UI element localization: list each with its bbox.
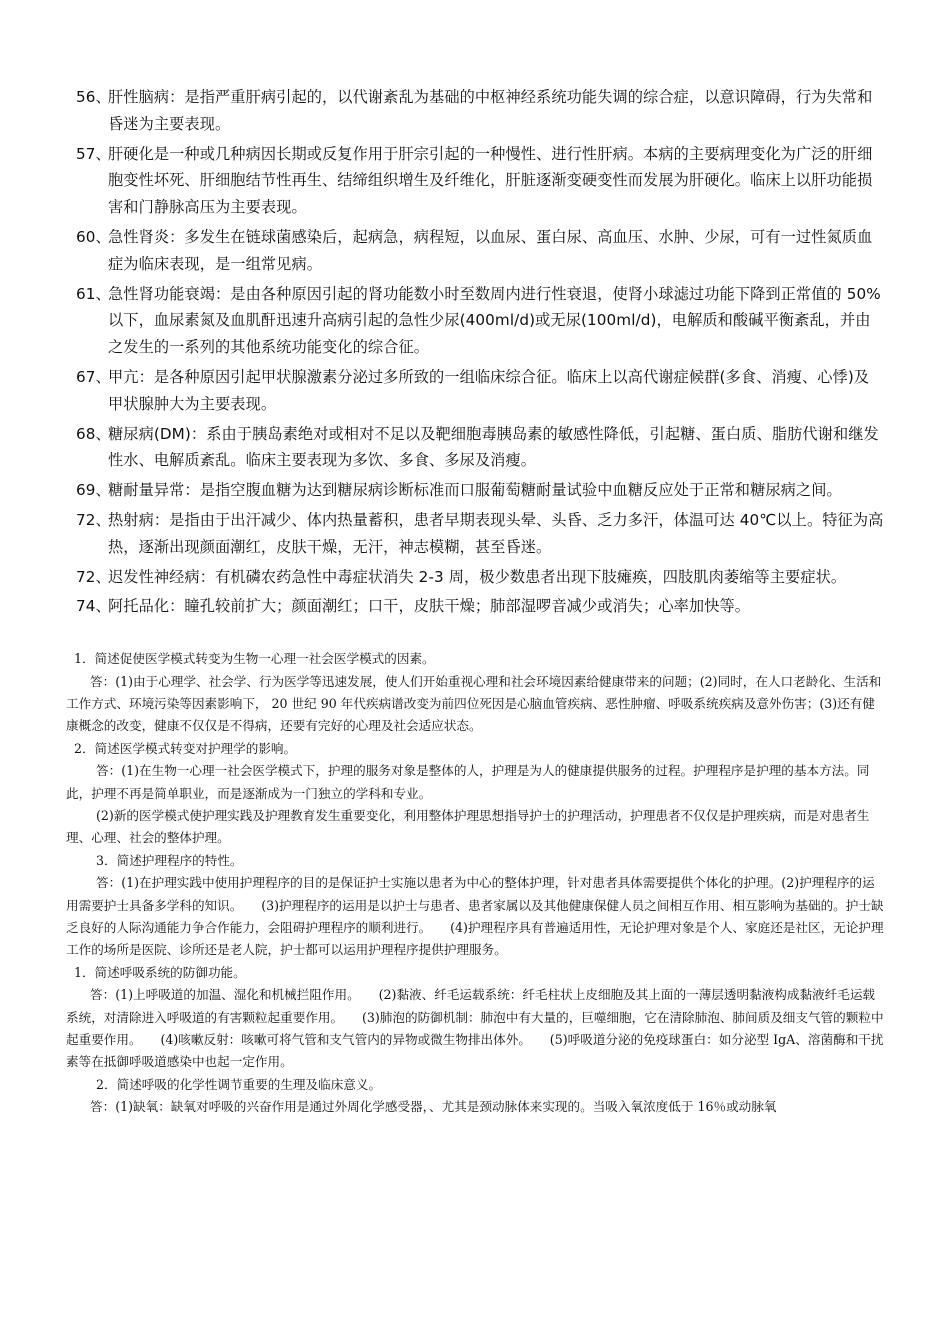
- term-text: 糖尿病(DM)：系由于胰岛素绝对或相对不足以及靶细胞毒胰岛素的敏感性降低，引起糖、蛋白质、脂肪代谢和继发性水、电解质紊乱。临床主要表现为多饮、多食、多尿及消瘦。: [108, 424, 879, 470]
- answer-1: 答：(1)由于心理学、社会学、行为医学等迅速发展，使人们开始重视心理和社会环境因素给健康带来的问题；(2)同时，在人口老龄化、生活和工作方式、环境污染等因素影响下， 20 世纪 90 年代疾病谱改变为前四位死因是心脑血管疾病、恶性肿瘤、呼吸系统疾病及意外伤害；(3)还有健康概念的改变，健康不仅仅是不得病，还要有完好的心理及社会适应状态。: [66, 673, 882, 734]
- term-text: 肝性脑病：是指严重肝病引起的，以代谢紊乱为基础的中枢神经系统功能失调的综合症，以意识障碍，行为失常和昏迷为主要表现。: [108, 88, 873, 133]
- term-74: [66, 593, 884, 620]
- term-number: 57、: [76, 144, 111, 163]
- question-1: 1．简述促使医学模式转变为生物一心理一社会医学模式的因素。: [74, 651, 435, 667]
- term-text: 急性肾炎：多发生在链球菌感染后，起病急，病程短，以血尿、蛋白尿、高血压、水肿、少尿，可有一过性氮质血症为临床表现，是一组常见病。: [108, 227, 873, 273]
- term-text: 阿托品化：瞳孔较前扩大；颜面潮红；口干，皮肤干燥；肺部湿啰音减少或消失；心率加快等。: [108, 597, 751, 616]
- term-text: 迟发性神经病：有机磷农药急性中毒症状消失 2-3 周，极少数患者出现下肢瘫痪，四肢肌肉萎缩等主要症状。: [108, 567, 847, 586]
- term-text: 甲亢：是各种原因引起甲状腺激素分泌过多所致的一组临床综合征。临床上以高代谢症候群(多食、消瘦、心悸)及甲状腺肿大为主要表现。: [108, 367, 870, 413]
- term-68: [66, 421, 884, 475]
- question-4: 1．简述呼吸系统的防御功能。: [74, 964, 246, 980]
- term-number: 72、: [76, 510, 111, 529]
- term-67: [66, 364, 884, 418]
- term-56: [66, 84, 884, 138]
- term-60: [66, 224, 884, 278]
- answer-5: 答：(1)缺氧：缺氧对呼吸的兴奋作用是通过外周化学感受器，、尤其是颈动脉体来实现的。当吸入氧浓度低于 16％或动脉氧: [90, 1099, 777, 1115]
- term-text: 热射病：是指由于出汗减少、体内热量蓄积，患者早期表现头晕、头昏、乏力多汗，体温可达 40℃以上。特征为高热，逐渐出现颜面潮红，皮肤干燥，无汗，神志模糊，甚至昏迷。: [108, 510, 884, 556]
- question-3: 3．简述护理程序的特性。: [96, 852, 243, 868]
- term-69: [66, 477, 884, 504]
- term-number: 74、: [76, 597, 111, 616]
- term-72b: [66, 564, 884, 591]
- term-number: 68、: [76, 424, 111, 443]
- term-text: 糖耐量异常：是指空腹血糖为达到糖尿病诊断标准而口服葡萄糖耐量试验中血糖反应处于正常和糖尿病之间。: [108, 481, 842, 500]
- answer-4: 答：(1)上呼吸道的加温、湿化和机械拦阻作用。 (2)黏液、纤毛运载系统：纤毛柱状上皮细胞及其上面的一薄层透明黏液构成黏液纤毛运载系统，对清除进入呼吸道的有害颗粒起重要作用。 (3)肺泡的防御机制：肺泡中有大量的，巨噬细胞，它在清除肺泡、肺间质及细支气管的颗粒中起重要作用。 (4)咳嗽反射：咳嗽可将气管和支气管内的异物或微生物排出体外。 (5)呼吸道分泌的免疫球蛋白：如分泌型 IgA、溶菌酶和干扰素等在抵御呼吸道感染中也起一定作用。: [66, 987, 884, 1070]
- answer-2-part-2: (2)新的医学模式使护理实践及护理教育发生重要变化，利用整体护理思想指导护士的护理活动，护理患者不仅仅是护理疾病，而是对患者生理、心理、社会的整体护理。: [66, 807, 870, 846]
- answer-2-part-1: 答：(1)在生物一心理一社会医学模式下，护理的服务对象是整体的人，护理是为人的健康提供服务的过程。护理程序是护理的基本方法。同此，护理不再是简单职业，而是逐渐成为一门独立的学科和专业。: [66, 763, 870, 801]
- term-text: 急性肾功能衰竭：是由各种原因引起的肾功能数小时至数周内进行性衰退，使肾小球滤过功能下降到正常值的 50%以下，血尿素氮及血肌酐迅速升高病引起的急性少尿(400ml/d)或无尿(100ml/d)，电解质和酸碱平衡紊乱，并由之发生的一系列的其他系统功能变化的综合征。: [108, 284, 881, 357]
- question-5: 2．简述呼吸的化学性调节重要的生理及临床意义。: [96, 1076, 382, 1092]
- term-61: [66, 281, 884, 361]
- term-number: 69、: [76, 481, 111, 500]
- term-57: [66, 141, 884, 221]
- term-number: 56、: [76, 88, 111, 106]
- term-number: 72、: [76, 567, 111, 586]
- question-answer-section: [66, 648, 884, 1119]
- term-72a: [66, 507, 884, 561]
- term-number: 61、: [76, 284, 111, 303]
- term-definitions: [66, 84, 884, 620]
- term-number: 67、: [76, 367, 111, 386]
- question-2: 2．简述医学模式转变对护理学的影响。: [74, 740, 297, 756]
- term-text: 肝硬化是一种或几种病因长期或反复作用于肝宗引起的一种慢性、进行性肝病。本病的主要病理变化为广泛的肝细胞变性坏死、肝细胞结节性再生、结缔组织增生及纤维化，肝脏逐渐变硬变性而发展为肝硬化。临床上以肝功能损害和门静脉高压为主要表现。: [108, 144, 873, 217]
- term-number: 60、: [76, 227, 111, 246]
- answer-3: 答：(1)在护理实践中使用护理程序的目的是保证护士实施以患者为中心的整体护理，针对患者具体需要提供个体化的护理。(2)护理程序的运用需要护士具备多学科的知识。 (3)护理程序的运用是以护士与患者、患者家属以及其他健康保健人员之间相互作用、相互影响为基础的。护士缺乏良好的人际沟通能力争合作能力，会阻碍护理程序的顺利进行。 (4)护理程序具有普遍适用性，无论护理对象是个人、家庭还是社区，无论护理工作的场所是医院、诊所还是老人院，护士都可以运用护理程序提供护理服务。: [66, 875, 884, 958]
